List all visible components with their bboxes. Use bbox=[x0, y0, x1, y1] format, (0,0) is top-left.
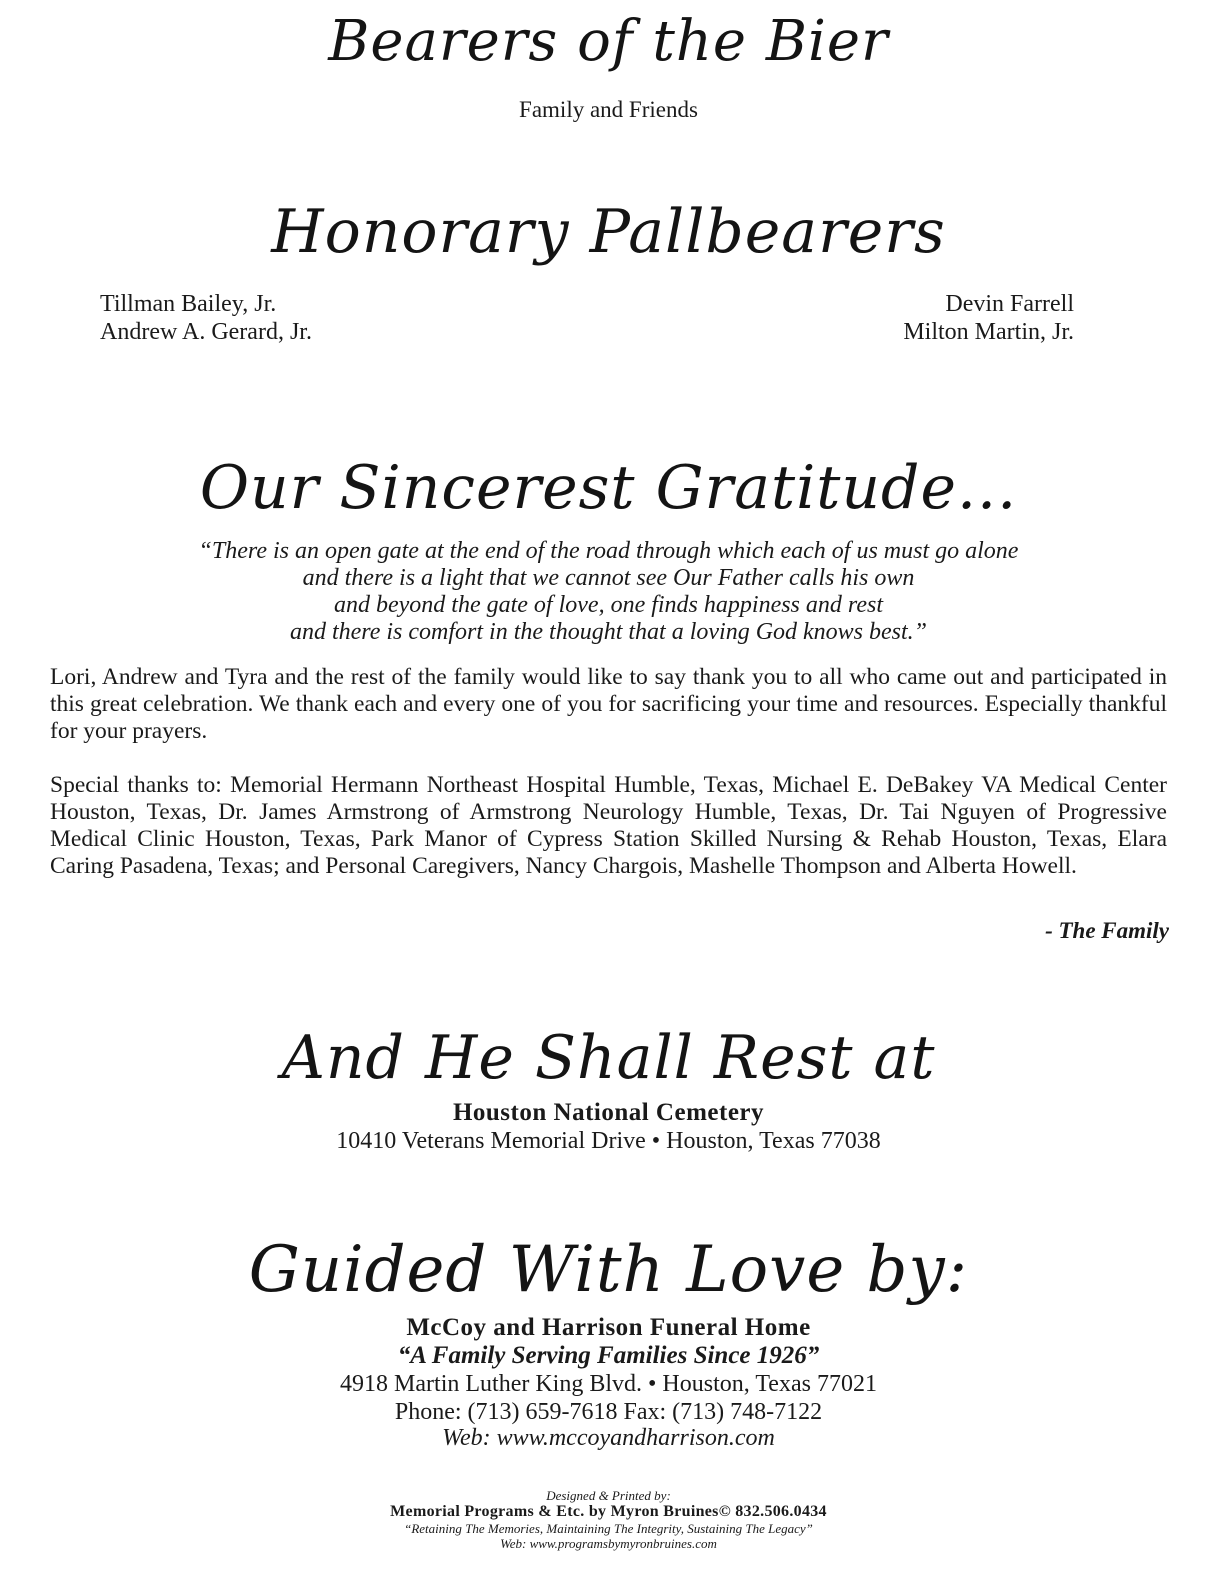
poem-line: “There is an open gate at the end of the road through which each of us must go alone bbox=[198, 538, 1019, 564]
special-thanks-paragraph: Special thanks to: Memorial Hermann Northeast Hospital Humble, Texas, Michael E. DeBakey VA Medical Center Houston, Texas, Dr. James Armstrong of Armstrong Neurology Humble, Texas, Dr. Tai Nguyen of Progressive Medical Clinic Houston, Texas, Park Manor of Cypress Station Skilled Nursing & Rehab Houston, Texas, Elara Caring Pasadena, Texas; and Personal Caregivers, Nancy Chargois, Mashelle Thompson and Alberta Howell. bbox=[50, 772, 1167, 879]
gratitude-heading: Our Sincerest Gratitude... bbox=[199, 453, 1018, 523]
poem-line: and there is comfort in the thought that a loving God knows best.” bbox=[289, 619, 928, 645]
honorary-right-list bbox=[903, 290, 1074, 346]
funeral-home-phone: Phone: (713) 659-7618 Fax: (713) 748-7122 bbox=[394, 1399, 823, 1425]
bearers-heading: Bearers of the Bier bbox=[328, 9, 889, 74]
pallbearer-name: Milton Martin, Jr. bbox=[903, 319, 1074, 345]
pallbearer-name: Andrew A. Gerard, Jr. bbox=[100, 319, 312, 345]
funeral-home-motto: “A Family Serving Families Since 1926” bbox=[397, 1342, 820, 1369]
printer-credits bbox=[0, 1488, 1217, 1551]
cemetery-address: 10410 Veterans Memorial Drive • Houston, Texas 77038 bbox=[336, 1128, 881, 1154]
bearers-subtitle: Family and Friends bbox=[519, 97, 698, 122]
credits-slogan: “Retaining The Memories, Maintaining The Integrity, Sustaining The Legacy” bbox=[404, 1521, 813, 1536]
credits-company: Memorial Programs & Etc. by Myron Bruines© 832.506.0434 bbox=[390, 1503, 827, 1520]
guided-heading: Guided With Love by: bbox=[248, 1233, 969, 1307]
credits-web: Web: www.programsbymyronbruines.com bbox=[500, 1536, 717, 1551]
poem-line: and beyond the gate of love, one finds happiness and rest bbox=[333, 592, 884, 618]
gratitude-poem bbox=[0, 538, 1217, 646]
pallbearer-name: Tillman Bailey, Jr. bbox=[100, 291, 277, 317]
honorary-heading: Honorary Pallbearers bbox=[271, 197, 946, 267]
pallbearer-name: Devin Farrell bbox=[945, 291, 1074, 317]
family-signature: - The Family bbox=[1045, 918, 1169, 943]
cemetery-name: Houston National Cemetery bbox=[452, 1099, 765, 1126]
funeral-home-web: Web: www.mccoyandharrison.com bbox=[442, 1425, 775, 1451]
credits-designed-by: Designed & Printed by: bbox=[546, 1488, 671, 1503]
funeral-home-name: McCoy and Harrison Funeral Home bbox=[406, 1314, 811, 1341]
funeral-home-address: 4918 Martin Luther King Blvd. • Houston, Texas 77021 bbox=[340, 1371, 877, 1397]
rest-heading: And He Shall Rest at bbox=[281, 1023, 936, 1093]
poem-line: and there is a light that we cannot see Our Father calls his own bbox=[302, 565, 915, 591]
thank-you-paragraph: Lori, Andrew and Tyra and the rest of the family would like to say thank you to all who came out and participated in this great celebration. We thank each and every one of you for sacrificing your time and resources. Especially thankful for your prayers. bbox=[50, 664, 1167, 744]
honorary-left-list bbox=[100, 290, 312, 346]
